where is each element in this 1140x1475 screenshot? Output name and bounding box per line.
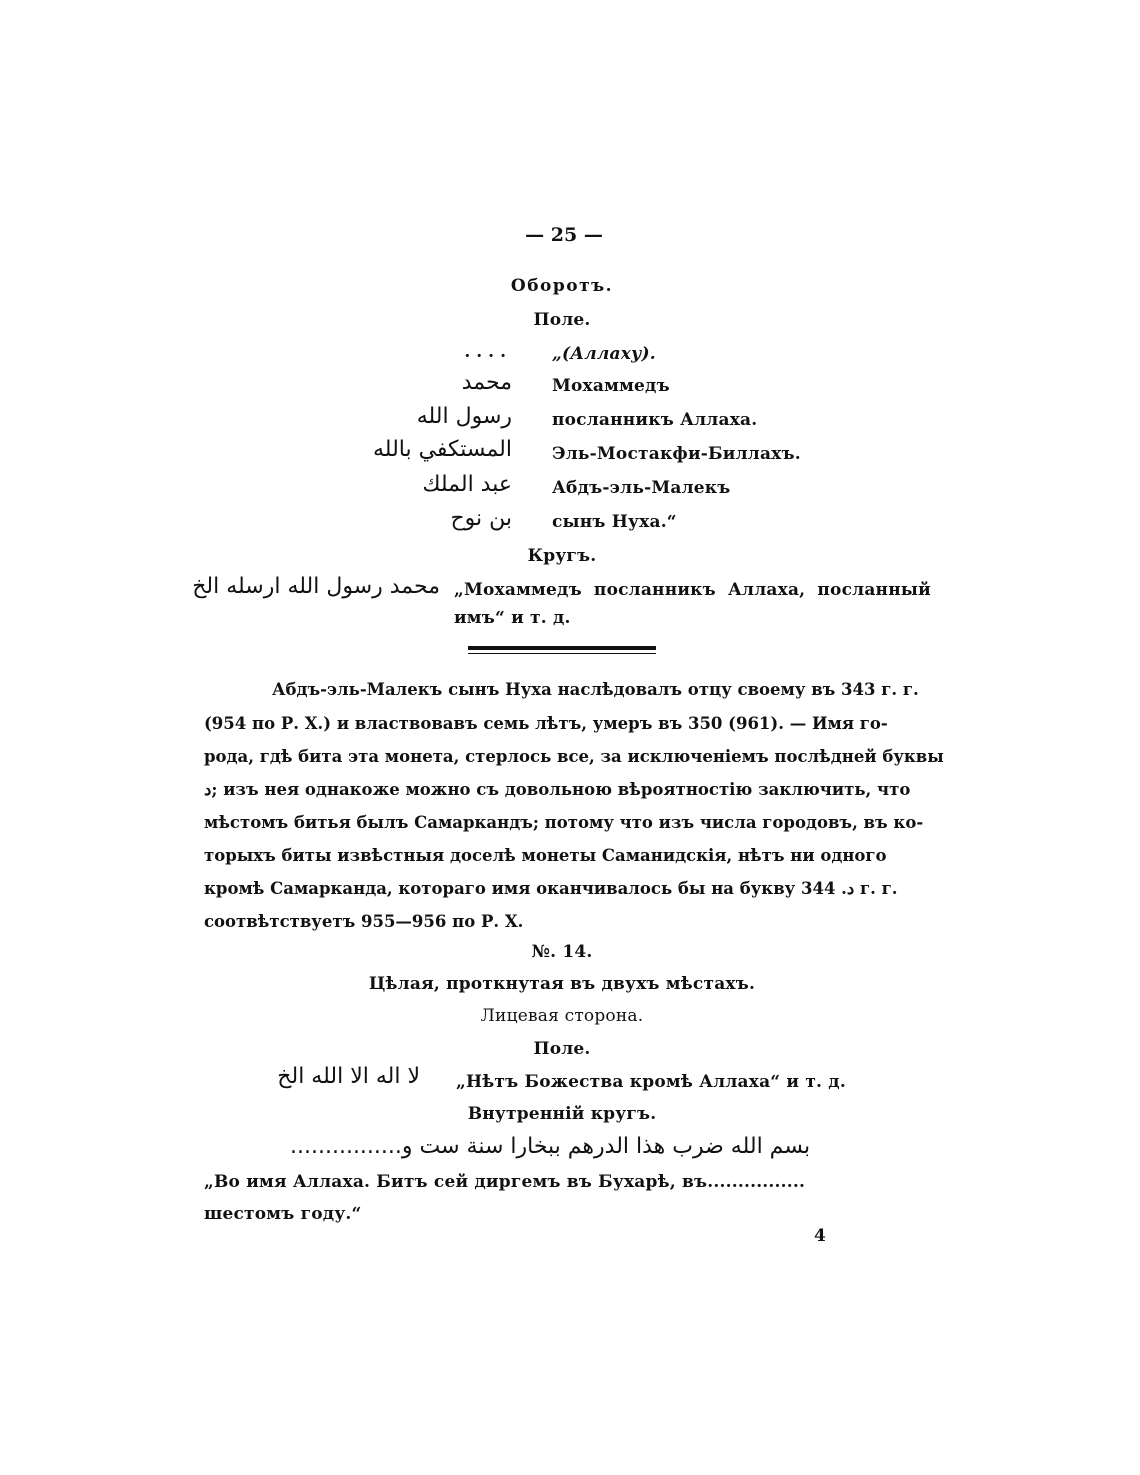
item-number: №. 14. bbox=[531, 942, 593, 962]
inner-circle-russian-line1: „Во имя Аллаха. Битъ сей диргемъ въ Бухарѣ, въ................ bbox=[204, 1172, 806, 1192]
item-description: Цѣлая, проткнутая въ двухъ мѣстахъ. bbox=[368, 974, 756, 994]
paragraph-line-2: рода, гдѣ бита эта монета, стерлось все, за исключеніемъ послѣдней буквы bbox=[204, 747, 944, 766]
reverse-arabic-2: رسول الله bbox=[416, 404, 512, 429]
obverse-heading: Лицевая сторона. bbox=[480, 1006, 644, 1026]
reverse-arabic-3: المستكفي بالله bbox=[372, 437, 512, 462]
separator-thick bbox=[468, 646, 656, 650]
paragraph-line-0 bbox=[272, 680, 919, 699]
inner-circle-heading: Внутренній кругъ. bbox=[467, 1104, 657, 1124]
reverse-arabic-0: .... bbox=[464, 342, 512, 362]
reverse-russian-1: Мохаммедъ bbox=[552, 376, 670, 396]
paragraph-line-6: кромѣ Самарканда, котораго имя оканчивалось бы на букву د. 344 г. г. bbox=[204, 879, 898, 898]
reverse-russian-4: Абдъ-эль-Малекъ bbox=[552, 478, 731, 498]
reverse-russian-0: „(Аллаху). bbox=[552, 344, 656, 364]
signature-mark: 4 bbox=[814, 1226, 827, 1246]
paragraph-line-1: (954 по Р. Х.) и властвовавъ семь лѣтъ, умеръ въ 350 (961). — Имя го- bbox=[204, 714, 888, 733]
reverse-russian-3: Эль-Мостакфи-Биллахъ. bbox=[552, 444, 801, 464]
inner-circle-russian-line2: шестомъ году.“ bbox=[204, 1204, 362, 1224]
obverse-field-russian: „Нѣтъ Божества кромѣ Аллаха“ и т. д. bbox=[456, 1072, 846, 1092]
paragraph-line-7: соотвѣтствуетъ 955—956 по Р. Х. bbox=[204, 912, 524, 931]
reverse-russian-5: сынъ Нуха.“ bbox=[552, 512, 677, 532]
reverse-heading: Оборотъ. bbox=[510, 276, 614, 296]
paragraph-line-3: د; изъ нея однакоже можно съ довольною вѣроятностію заключить, что bbox=[204, 780, 911, 799]
reverse-circle-heading: Кругъ. bbox=[527, 546, 597, 566]
reverse-arabic-4: عبد الملك bbox=[422, 472, 512, 497]
inner-circle-arabic: بسم الله ضرب هذا الدرهم ببخارا سنة ست و................ bbox=[290, 1134, 811, 1159]
reverse-russian-2: посланникъ Аллаха. bbox=[552, 410, 758, 430]
reverse-circle-russian-line2: имъ“ и т. д. bbox=[454, 608, 571, 628]
paragraph-line-5: торыхъ биты извѣстныя доселѣ монеты Саманидскія, нѣтъ ни одного bbox=[204, 846, 887, 865]
reverse-circle-russian-line1: „Мохаммедъ посланникъ Аллаха, посланный bbox=[454, 580, 931, 600]
paragraph-line-4: мѣстомъ битья былъ Самаркандъ; потому что изъ числа городовъ, въ ко- bbox=[204, 813, 924, 832]
obverse-field-heading: Поле. bbox=[533, 1039, 591, 1059]
reverse-arabic-1: محمد bbox=[461, 370, 512, 395]
paragraph-text-0: Абдъ-эль-Малекъ сынъ Нуха наслѣдовалъ отцу своему въ 343 г. г. bbox=[272, 680, 919, 699]
separator-thin bbox=[468, 653, 656, 654]
reverse-arabic-5: بن نوح bbox=[450, 506, 512, 531]
reverse-circle-arabic: محمد رسول الله ارسله الخ bbox=[192, 574, 440, 599]
obverse-field-arabic: لا اله الا الله الخ bbox=[277, 1064, 420, 1089]
reverse-field-heading: Поле. bbox=[533, 310, 591, 330]
page-number: — 25 — bbox=[525, 224, 603, 246]
